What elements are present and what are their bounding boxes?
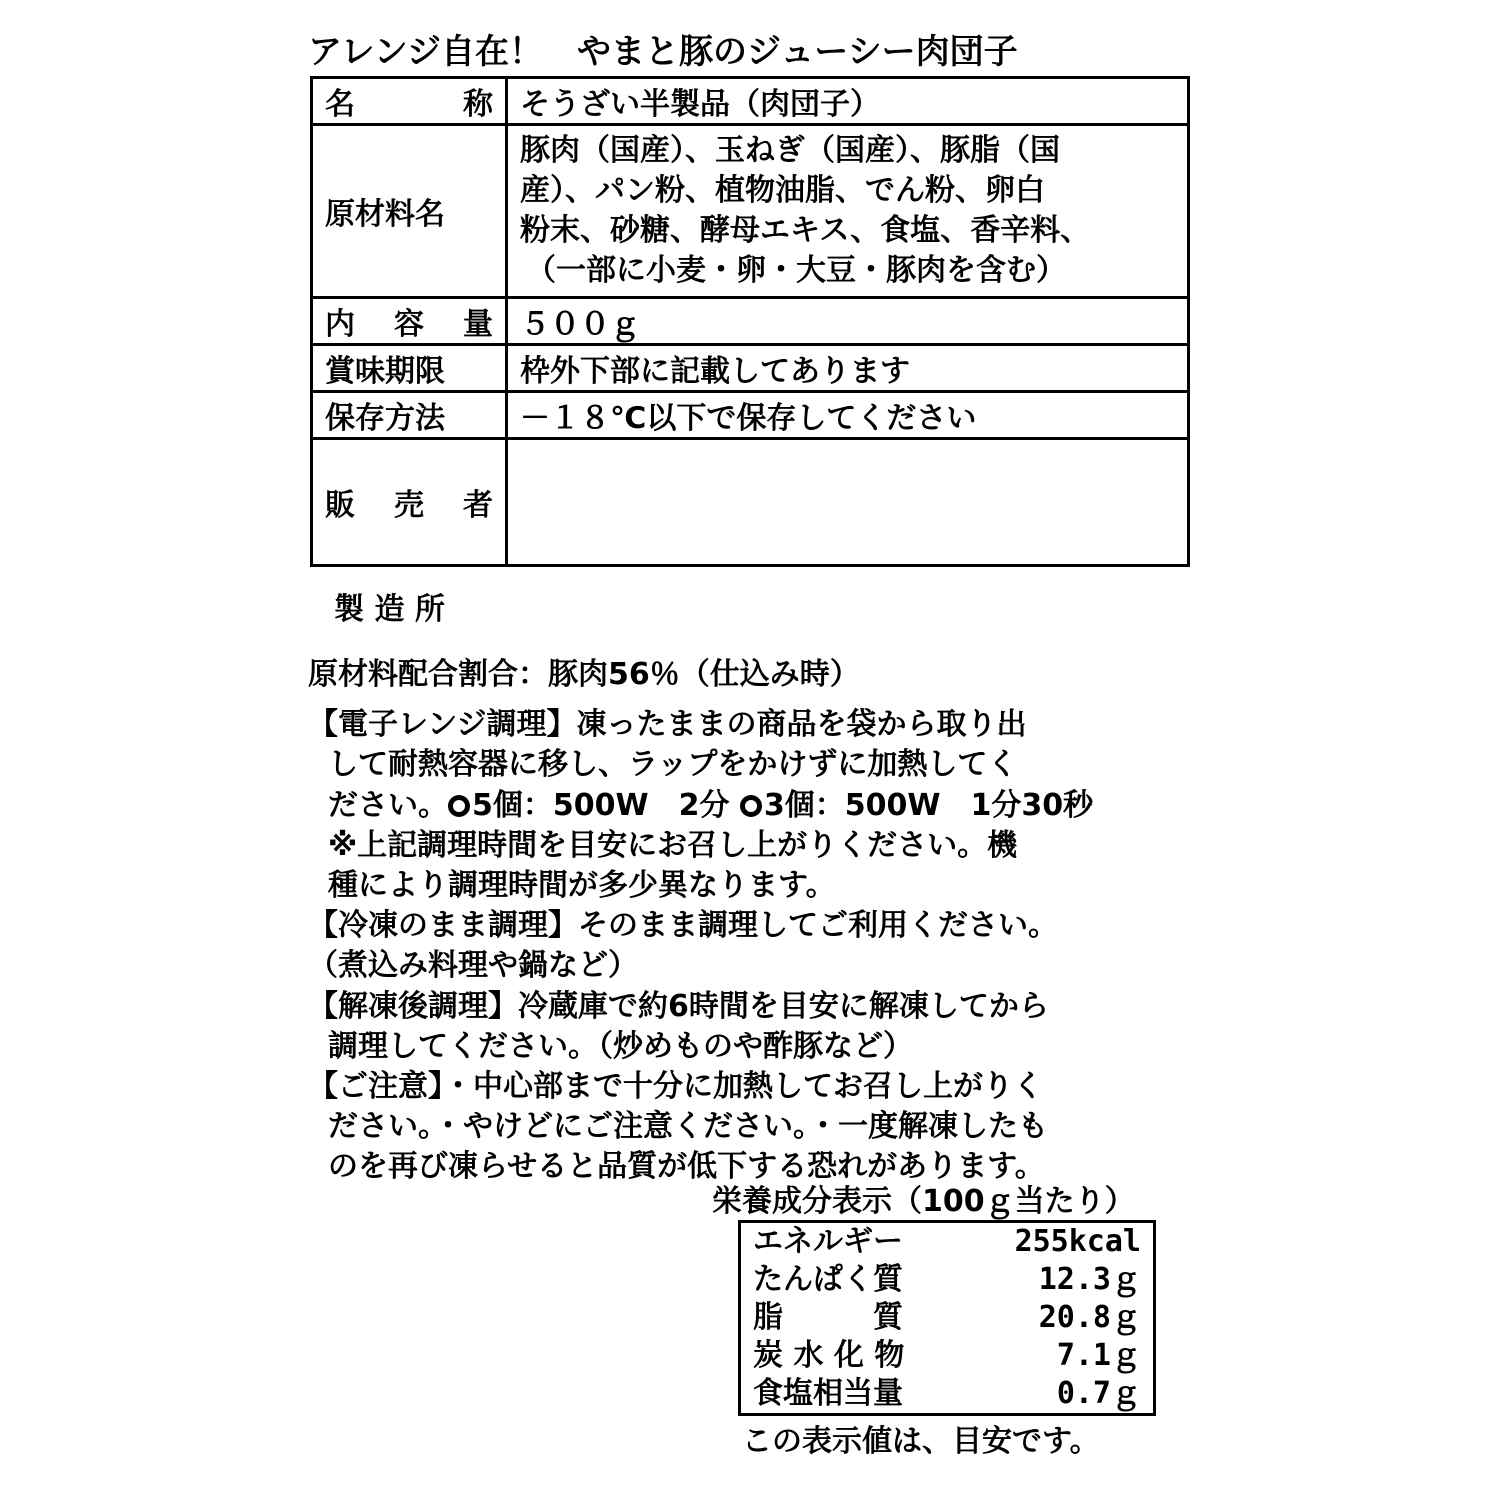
label-row-storage <box>312 392 1189 439</box>
nutrition-note: この表示値は、目安です。 <box>742 1424 1100 1459</box>
microwave-line: 種により調理時間が多少異なります。 <box>328 868 836 904</box>
nutrition-value: 12.3ｇ <box>1038 1262 1141 1297</box>
microwave-line: 【電子レンジ調理】凍ったままの商品を袋から取り出 <box>308 707 1027 743</box>
ingredients-line: 産）、パン粉、植物油脂、でん粉、卵白 <box>520 173 1045 208</box>
cooking-instructions <box>308 655 1208 1188</box>
label-key-best-before: 賞味期限 <box>312 345 507 392</box>
label-key-name: 名 称 <box>312 78 507 125</box>
nutrition-value: 20.8ｇ <box>1038 1300 1141 1335</box>
allergen-line: （一部に小麦・卵・大豆・豚肉を含む） <box>526 253 1066 288</box>
nutrition-label: エネルギー <box>753 1224 903 1259</box>
nutrition-label: 脂 質 <box>753 1300 903 1335</box>
label-value-seller <box>507 439 1189 566</box>
manufacturer-label: 製 造 所 <box>334 592 445 627</box>
microwave-line: ※上記調理時間を目安にお召し上がりください。機 <box>328 827 1018 863</box>
microwave-line: して耐熱容器に移し、ラップをかけずに加熱してく <box>328 747 1018 783</box>
label-row-best-before <box>312 345 1189 392</box>
nutrition-label: たんぱく質 <box>753 1262 903 1297</box>
microwave-conditions: ださい。 5個：500W 2分 3個：500W 1分30秒 <box>328 787 1094 823</box>
label-value-quantity: ５００ｇ <box>507 298 1189 345</box>
thawed-cooking-line: 【解凍後調理】冷蔵庫で約6時間を目安に解凍してから <box>308 988 1049 1024</box>
label-value-name: そうざい半製品（肉団子） <box>507 78 1189 125</box>
circle-bullet-icon <box>448 795 470 817</box>
label-key-quantity: 内 容 量 <box>312 298 507 345</box>
caution-line: のを再び凍らせると品質が低下する恐れがあります。 <box>328 1149 1045 1185</box>
nutrition-value: 0.7ｇ <box>1056 1376 1141 1411</box>
nutrition-table <box>738 1220 1156 1416</box>
label-key-storage: 保存方法 <box>312 392 507 439</box>
caution-line: ださい。・やけどにご注意ください。・一度解凍したも <box>328 1109 1048 1145</box>
frozen-cooking-line: （煮込み料理や鍋など） <box>308 948 638 984</box>
label-row-seller <box>312 439 1189 566</box>
nutrition-value: 255kcal <box>1014 1224 1141 1259</box>
ingredients-line: 粉末、砂糖、酵母エキス、食塩、香辛料、 <box>520 213 1091 248</box>
label-value-ingredients <box>507 125 1189 298</box>
product-title: アレンジ自在！ やまと豚のジューシー肉団子 <box>308 32 1018 72</box>
label-value-storage: －１８℃以下で保存してください <box>507 392 1189 439</box>
label-row-ingredients <box>312 125 1189 298</box>
label-row-quantity <box>312 298 1189 345</box>
circle-bullet-icon <box>740 795 762 817</box>
nutrition-label: 食塩相当量 <box>753 1376 903 1411</box>
nutrition-row <box>740 1261 1155 1299</box>
nutrition-row <box>740 1337 1155 1375</box>
label-value-best-before: 枠外下部に記載してあります <box>507 345 1189 392</box>
caution-line: 【ご注意】・中心部まで十分に加熱してお召し上がりく <box>308 1069 1043 1105</box>
nutrition-label: 炭 水 化 物 <box>753 1338 905 1373</box>
nutrition-row <box>740 1299 1155 1337</box>
ingredients-line: 豚肉（国産）、玉ねぎ（国産）、豚脂（国 <box>520 133 1060 168</box>
nutrition-row <box>740 1222 1155 1262</box>
thawed-cooking-line: 調理してください。（炒めものや酢豚など） <box>328 1028 913 1064</box>
nutrition-header: 栄養成分表示（100ｇ当たり） <box>712 1184 1135 1219</box>
label-key-ingredients: 原材料名 <box>312 125 507 298</box>
label-key-seller: 販 売 者 <box>312 439 507 566</box>
label-row-name <box>312 78 1189 125</box>
frozen-cooking-line: 【冷凍のまま調理】そのまま調理してご利用ください。 <box>308 908 1058 944</box>
nutrition-row <box>740 1375 1155 1415</box>
product-label-table <box>310 76 1190 567</box>
nutrition-value: 7.1ｇ <box>1056 1338 1141 1373</box>
ingredient-ratio: 原材料配合割合：豚肉56％（仕込み時） <box>308 657 860 692</box>
